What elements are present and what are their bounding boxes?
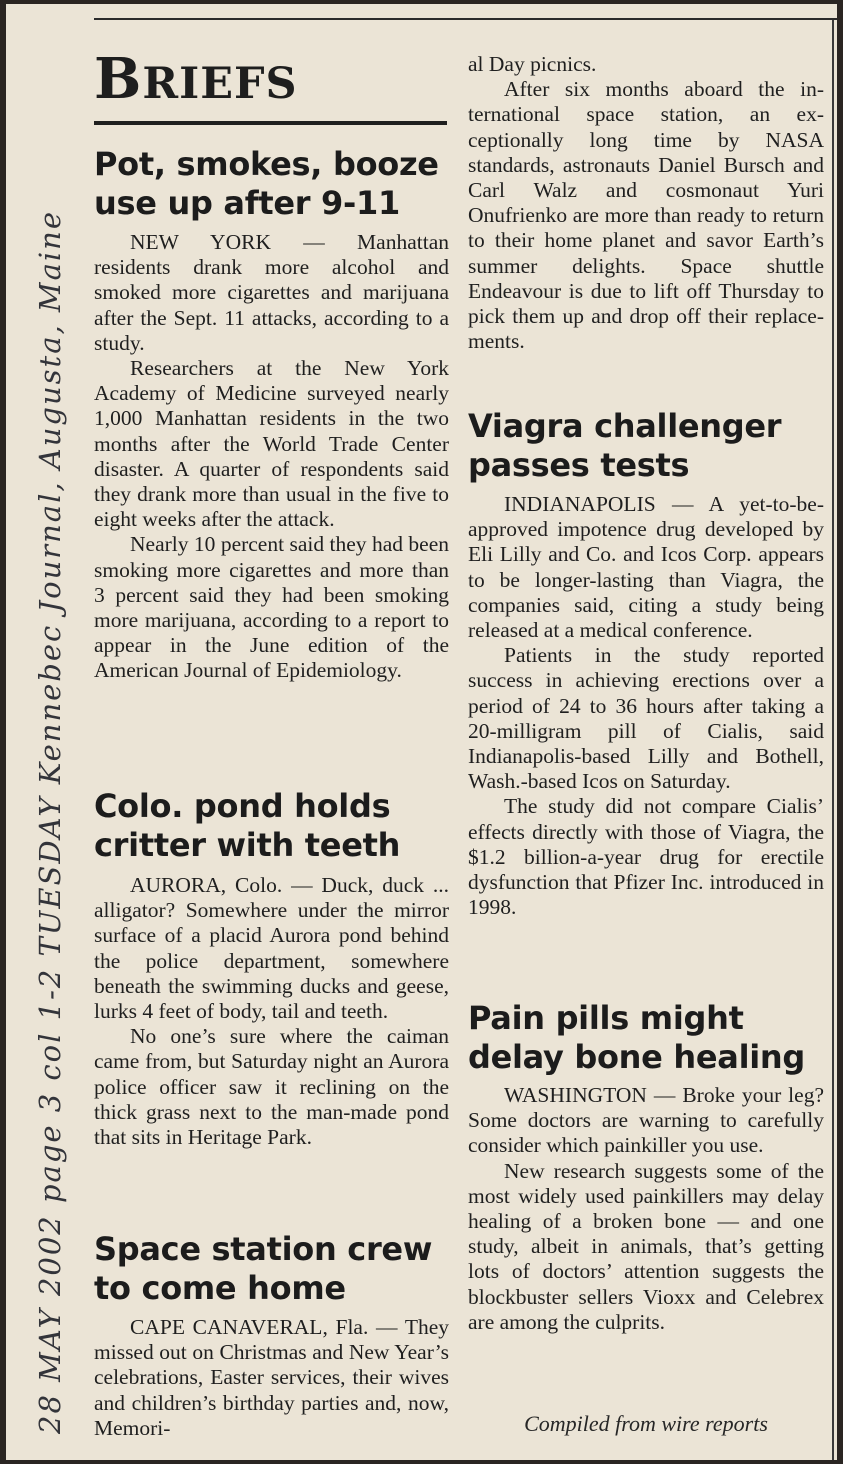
headline-colo-pond: Colo. pond holds critter with teeth (94, 787, 401, 864)
top-rule (94, 18, 837, 20)
story-pot-smokes (94, 230, 449, 684)
story-paragraph: INDIANAPOLIS — A yet-to-be-approved impotence drug developed by Eli Lilly and Co. and Icos Corp. appears to be longer-lasting than Viagra, the companies said, citing a study being released at a medical conference. (468, 492, 824, 643)
section-flag (94, 46, 298, 112)
story-space-station-part2 (468, 52, 824, 354)
wire-credit: Compiled from wire reports (524, 1411, 768, 1436)
story-space-station-part1 (94, 1315, 449, 1441)
story-paragraph: Patients in the study reported success in achieving erections over a period of 24 to 36 hours after taking a 20-milligram pill of Cialis, said Indianapolis-based Lilly and Bothell, Wash.-based Icos on Saturday. (468, 643, 824, 794)
story-paragraph: NEW YORK — Manhattan residents drank more alcohol and smoked more cigarettes and marijuana after the Sept. 11 attacks, according to a study. (94, 230, 449, 355)
story-paragraph: Researchers at the New York Academy of Medicine surveyed nearly 1,000 Manhattan residents in the two months after the World Trade Center disaster. A quarter of respondents said they drank more than usual in the five to eight weeks after the attack. (94, 356, 449, 532)
story-paragraph: CAPE CANAVERAL, Fla. — They missed out on Christmas and New Year’s celebrations, Easter services, their wives and children’s birthday parties and, now, Memori- (94, 1315, 449, 1440)
story-paragraph: WASHINGTON — Broke your leg? Some doctors are warning to carefully consider which painkiller you use. (468, 1083, 824, 1158)
flag-rest: RIEFS (142, 59, 298, 109)
flag-rule (94, 121, 447, 125)
headline-viagra: Viagra challenger passes tests (468, 407, 782, 484)
column-rule (832, 20, 834, 1460)
headline-pot-smokes: Pot, smokes, booze use up after 9-11 (94, 145, 439, 222)
headline-space-station: Space station crew to come home (94, 1230, 433, 1307)
story-paragraph: No one’s sure where the caiman came from, but Saturday night an Aurora police officer saw it reclining on the thick grass next to the man-made pond that sits in Heritage Park. (94, 1024, 449, 1150)
story-viagra (468, 492, 824, 920)
story-paragraph: al Day picnics. (468, 52, 597, 76)
story-paragraph: New research suggests some of the most widely used painkillers may delay healing of a broken bone — and one study, albeit in animals, that’s getting lots of doctors’ attention suggests the blockbuster sellers Vioxx and Celebrex are among the culprits. (468, 1158, 824, 1334)
story-paragraph: AURORA, Colo. — Duck, duck ... alligator? Somewhere under the mirror surface of a placid Aurora pond behind the police department, somewhere beneath the swimming ducks and geese, lurks 4 feet of body, tail and teeth. (94, 873, 449, 1024)
story-pain-pills (468, 1083, 824, 1335)
story-paragraph: After six months aboard the international space station, an exceptionally long time by NASA standards, astronauts Daniel Bursch and Carl Walz and cosmonaut Yuri Onufrienko are more than ready to return to their home planet and savor Earth’s summer delights. Space shuttle Endeavour is due to lift off Thursday to pick them up and drop off their replacements. (468, 77, 824, 354)
story-paragraph: Nearly 10 percent said they had been smoking more cigarettes and more than 3 percent said they had been smoking more marijuana, according to a report to appear in the June edition of the American Journal of Epidemiology. (94, 532, 449, 683)
handwritten-margin-note: 28 MAY 2002 page 3 col 1-2 TUESDAY Kennebec Journal, Augusta, Maine (33, 209, 67, 1434)
story-colo-pond (94, 873, 449, 1150)
headline-pain-pills: Pain pills might delay bone healing (468, 999, 806, 1076)
newspaper-clipping (6, 4, 837, 1460)
flag-initial: B (94, 46, 143, 112)
story-paragraph: The study did not compare Cialis’ effects directly with those of Viagra, the $1.2 billion-a-year drug for erectile dysfunction that Pfizer Inc. introduced in 1998. (468, 794, 824, 920)
